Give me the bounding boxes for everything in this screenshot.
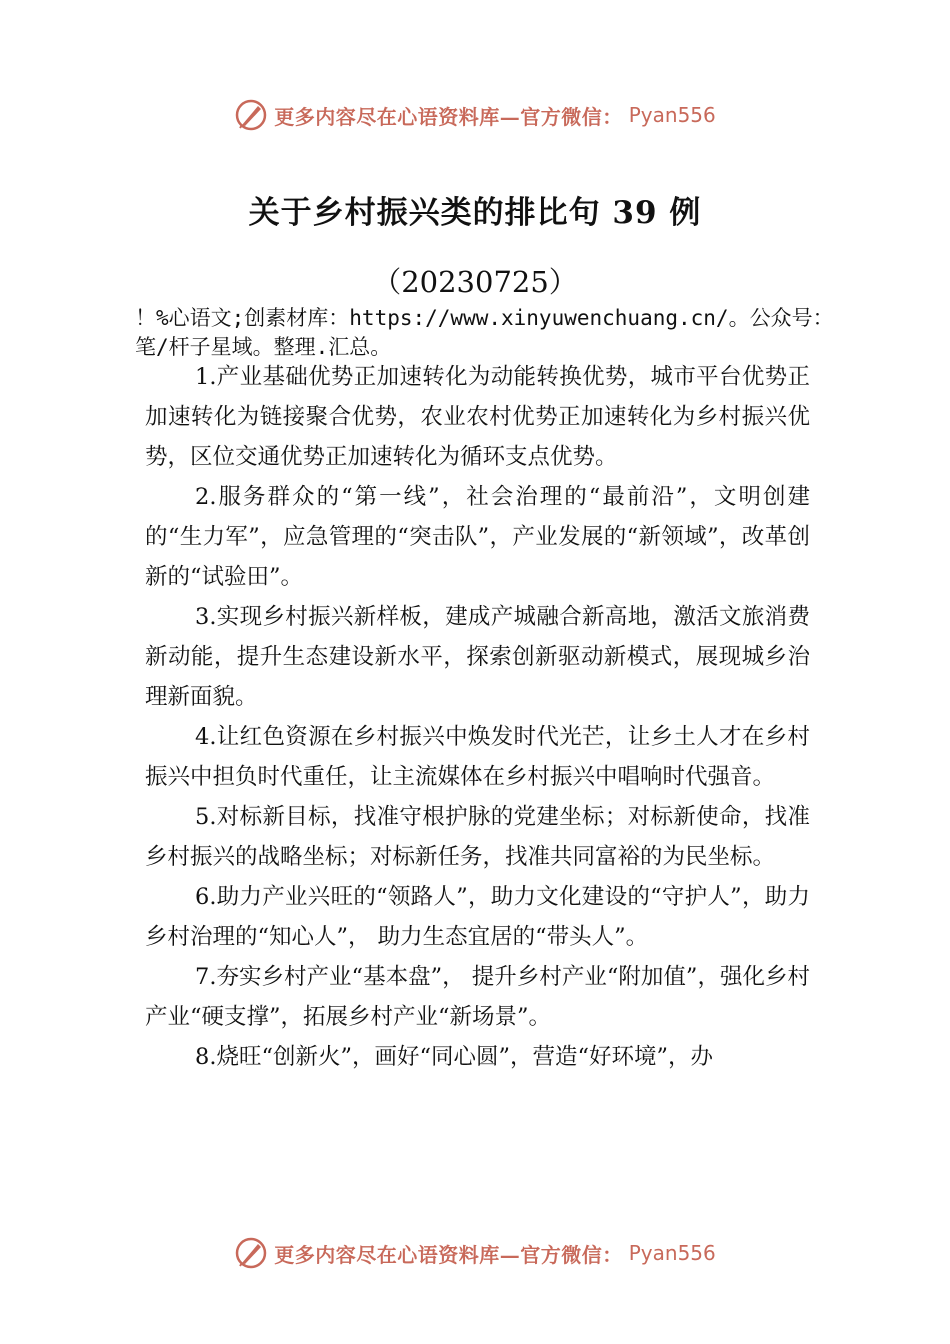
quill-logo-icon [234, 98, 268, 132]
paragraph-1: 1.产业基础优势正加速转化为动能转换优势，城市平台优势正加速转化为链接聚合优势，农业农村优势正加速转化为乡村振兴优势，区位交通优势正加速转化为循环支点优势。 [145, 364, 810, 470]
header-banner [0, 95, 950, 135]
paragraph-2: 2.服务群众的“第一线”，社会治理的“最前沿”，文明创建的“生力军”，应急管理的“突击队”，产业发展的“新领域”，改革创新的“试验田”。 [145, 484, 810, 590]
paragraph-7: 7.夯实乡村产业“基本盘”， 提升乡村产业“附加值”，强化乡村产业“硬支撑”，拓展乡村产业“新场景”。 [145, 964, 810, 1030]
paragraph-5: 5.对标新目标，找准守根护脉的党建坐标；对标新使命，找准乡村振兴的战略坐标；对标新任务，找准共同富裕的为民坐标。 [145, 804, 810, 870]
quill-logo-icon [234, 1236, 268, 1270]
paragraph-3: 3.实现乡村振兴新样板，建成产城融合新高地，激活文旅消费新动能，提升生态建设新水平，探索创新驱动新模式，展现城乡治理新面貌。 [145, 604, 810, 710]
document-body [145, 357, 810, 1077]
footer-banner [0, 1233, 950, 1273]
header-banner-text: 更多内容尽在心语资料库—官方微信： [274, 104, 623, 129]
page-date: （20230725） [372, 265, 578, 299]
page-title: 关于乡村振兴类的排比句 39 例 [248, 195, 702, 231]
header-wechat-id: Pyan556 [628, 103, 716, 127]
source-line: ！%心语文;创素材库：https://www.xinyuwenchuang.cn/。公众号：笔/杆子星域。整理.汇总。 [135, 306, 834, 359]
footer-wechat-id: Pyan556 [628, 1241, 716, 1265]
footer-banner-text: 更多内容尽在心语资料库—官方微信： [274, 1242, 623, 1267]
paragraph-4: 4.让红色资源在乡村振兴中焕发时代光芒，让乡土人才在乡村振兴中担负时代重任，让主流媒体在乡村振兴中唱响时代强音。 [145, 724, 810, 790]
paragraph-8: 8.烧旺“创新火”，画好“同心圆”，营造“好环境”，办 [195, 1044, 713, 1070]
paragraph-6: 6.助力产业兴旺的“领路人”，助力文化建设的“守护人”，助力乡村治理的“知心人”， 助力生态宜居的“带头人”。 [145, 884, 810, 950]
